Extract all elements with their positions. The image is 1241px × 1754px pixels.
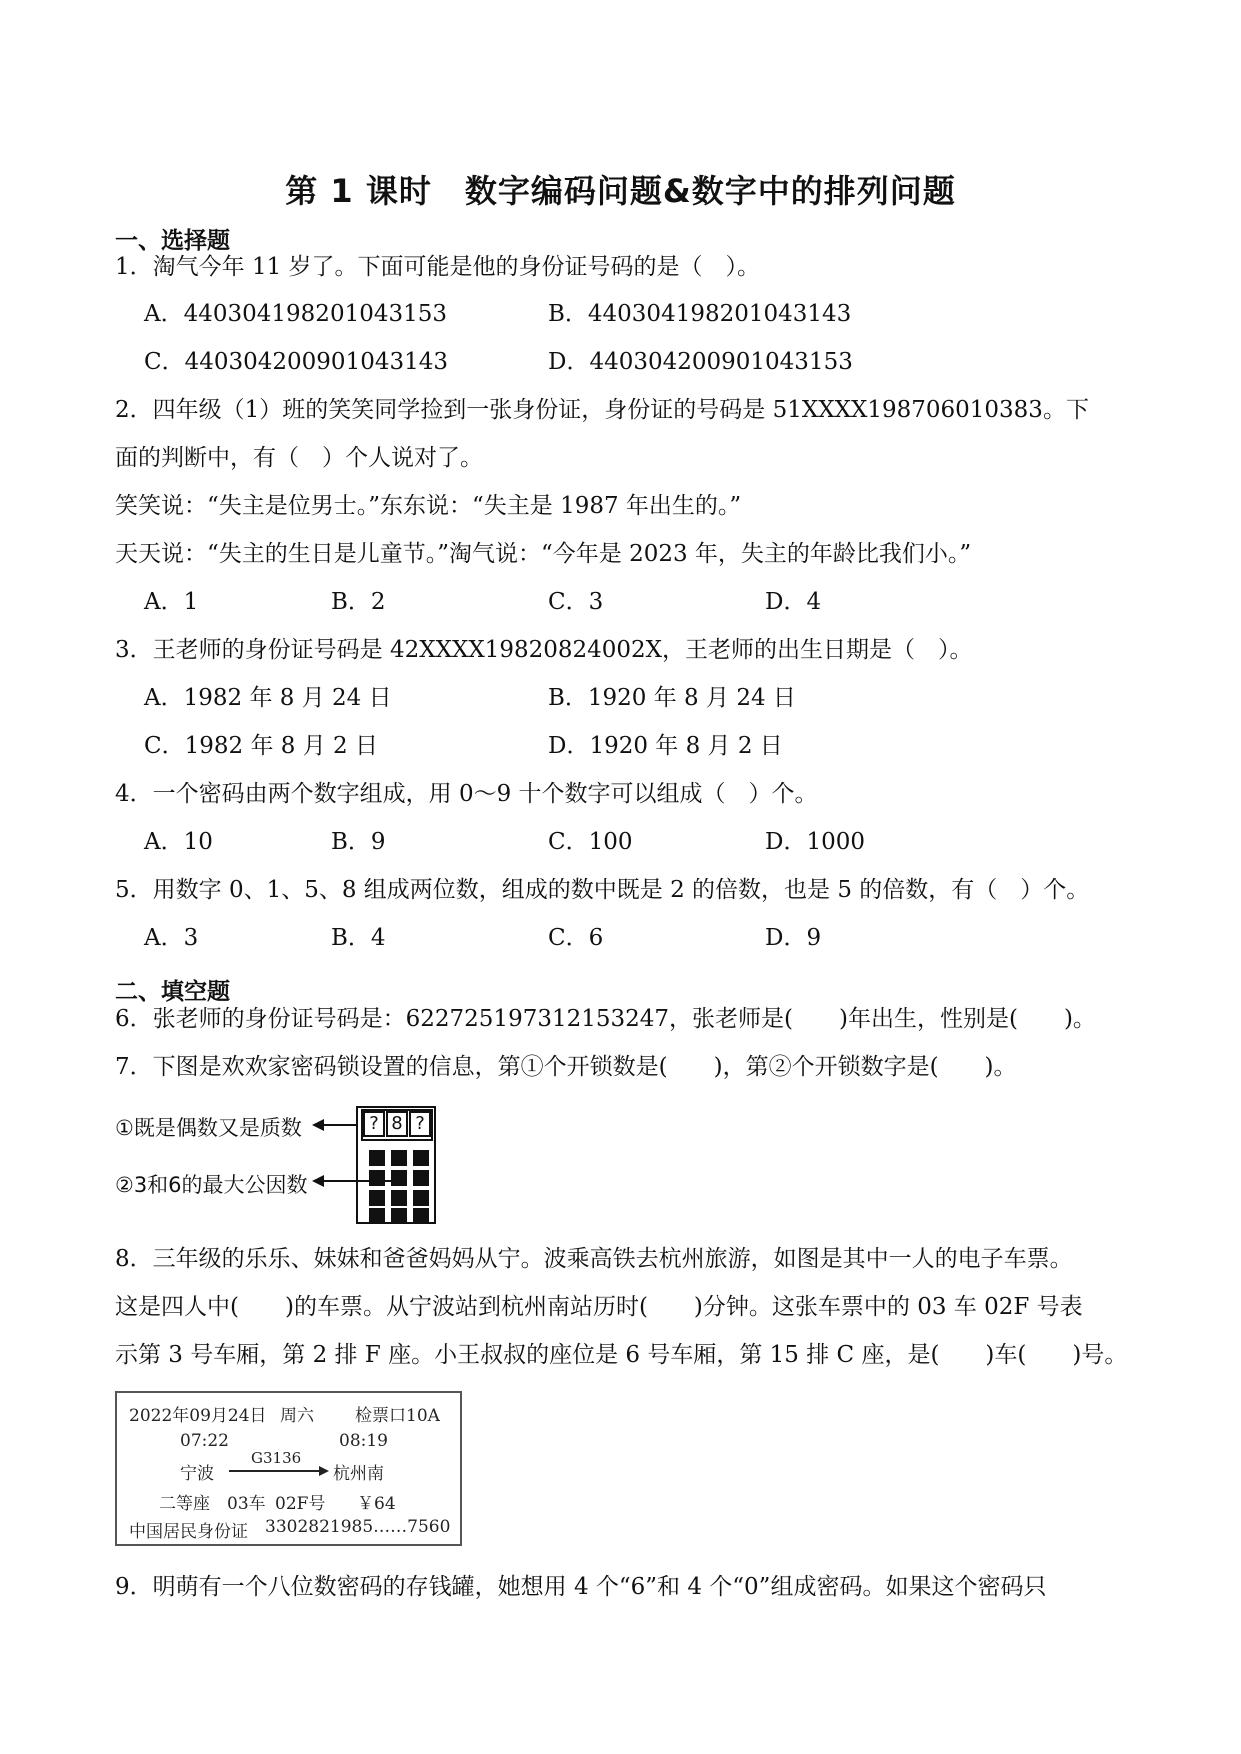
question-4-option-c: C．100 bbox=[548, 829, 633, 855]
lock-key bbox=[391, 1190, 407, 1206]
question-4-option-d: D．1000 bbox=[765, 829, 865, 855]
question-2-stem-line-4: 天天说：“失主的生日是儿童节。”淘气说：“今年是 2023 年，失主的年龄比我们小。” bbox=[115, 541, 972, 567]
question-1-stem: 1．淘气今年 11 岁了。下面可能是他的身份证号码的是（ ）。 bbox=[115, 254, 761, 280]
question-8-stem-line-2: 这是四人中( )的车票。从宁波站到杭州南站历时( )分钟。这张车票中的 03 车 02F 号表 bbox=[115, 1294, 1083, 1320]
question-3-option-b: B．1920 年 8 月 24 日 bbox=[548, 685, 796, 711]
lock-hint-2: ②3和6的最大公因数 bbox=[115, 1173, 308, 1197]
question-2-stem-line-1: 2．四年级（1）班的笑笑同学捡到一张身份证，身份证的号码是 51XXXX198706010383。下 bbox=[115, 397, 1089, 423]
question-5-option-a: A．3 bbox=[144, 925, 199, 951]
question-5-option-b: B．4 bbox=[331, 925, 386, 951]
section-heading-fill-blank: 二、填空题 bbox=[115, 979, 230, 1005]
ticket-route-arrow-line bbox=[229, 1470, 321, 1472]
question-4-stem: 4．一个密码由两个数字组成，用 0～9 十个数字可以组成（ ）个。 bbox=[115, 781, 818, 807]
ticket-from-station: 宁波 bbox=[180, 1464, 214, 1484]
question-8-stem-line-3: 示第 3 号车厢，第 2 排 F 座。小王叔叔的座位是 6 号车厢，第 15 排 C 座，是( )车( )号。 bbox=[115, 1342, 1128, 1368]
question-9-stem: 9．明萌有一个八位数密码的存钱罐，她想用 4 个“6”和 4 个“0”组成密码。如果这个密码只 bbox=[115, 1574, 1047, 1600]
lock-key bbox=[413, 1190, 429, 1206]
ticket-price: ￥64 bbox=[357, 1494, 396, 1514]
ticket-route-arrow-head bbox=[319, 1466, 329, 1476]
lock-digit-3: ? bbox=[409, 1111, 431, 1137]
question-3-option-d: D．1920 年 8 月 2 日 bbox=[548, 733, 783, 759]
lock-hint-1: ①既是偶数又是质数 bbox=[115, 1116, 302, 1140]
question-3-option-c: C．1982 年 8 月 2 日 bbox=[144, 733, 378, 759]
ticket-seat-class: 二等座 bbox=[159, 1494, 210, 1514]
lock-key bbox=[413, 1208, 429, 1224]
lock-key bbox=[413, 1170, 429, 1186]
train-ticket bbox=[115, 1391, 462, 1546]
question-5-option-c: C．6 bbox=[548, 925, 604, 951]
ticket-car: 03车 bbox=[227, 1494, 266, 1514]
ticket-seat: 02F号 bbox=[275, 1494, 326, 1514]
lock-key bbox=[391, 1150, 407, 1166]
lock-key bbox=[391, 1170, 407, 1186]
question-8-stem-line-1: 8．三年级的乐乐、妹妹和爸爸妈妈从宁。波乘高铁去杭州旅游，如图是其中一人的电子车票。 bbox=[115, 1246, 1073, 1272]
lock-key bbox=[369, 1170, 385, 1186]
lock-arrow-1-head bbox=[312, 1119, 324, 1131]
ticket-train-number: G3136 bbox=[251, 1449, 302, 1467]
ticket-id-label: 中国居民身份证 bbox=[129, 1522, 248, 1542]
lock-digit-2: 8 bbox=[386, 1111, 408, 1137]
question-7-stem: 7．下图是欢欢家密码锁设置的信息，第①个开锁数是( )，第②个开锁数字是( )。 bbox=[115, 1054, 1017, 1080]
section-heading-choice: 一、选择题 bbox=[115, 228, 230, 254]
lock-key bbox=[369, 1150, 385, 1166]
question-5-stem: 5．用数字 0、1、5、8 组成两位数，组成的数中既是 2 的倍数，也是 5 的倍数，有（ ）个。 bbox=[115, 877, 1090, 903]
question-2-stem-line-3: 笑笑说：“失主是位男士。”东东说：“失主是 1987 年出生的。” bbox=[115, 493, 742, 519]
lock-key bbox=[369, 1208, 385, 1224]
page-title: 第 1 课时 数字编码问题&数字中的排列问题 bbox=[285, 172, 956, 210]
question-6-stem: 6．张老师的身份证号码是：622725197312153247，张老师是( )年出生，性别是( )。 bbox=[115, 1006, 1096, 1032]
question-4-option-a: A．10 bbox=[144, 829, 213, 855]
question-5-option-d: D．9 bbox=[765, 925, 822, 951]
question-1-option-d: D．440304200901043153 bbox=[548, 349, 853, 375]
question-2-stem-line-2: 面的判断中，有（ ）个人说对了。 bbox=[115, 445, 483, 471]
ticket-weekday: 周六 bbox=[280, 1406, 314, 1426]
lock-key bbox=[369, 1190, 385, 1206]
question-1-option-c: C．440304200901043143 bbox=[144, 349, 448, 375]
lock-keypad bbox=[356, 1106, 436, 1224]
question-1-option-b: B．440304198201043143 bbox=[548, 301, 852, 327]
question-1-option-a: A．440304198201043153 bbox=[144, 301, 448, 327]
lock-arrow-1-line bbox=[322, 1124, 356, 1126]
lock-key bbox=[413, 1150, 429, 1166]
ticket-arrive-time: 08:19 bbox=[339, 1431, 388, 1451]
question-3-option-a: A．1982 年 8 月 24 日 bbox=[144, 685, 392, 711]
question-2-option-a: A．1 bbox=[144, 589, 199, 615]
ticket-depart-time: 07:22 bbox=[180, 1431, 229, 1451]
question-3-stem: 3．王老师的身份证号码是 42XXXX19820824002X，王老师的出生日期是（ ）。 bbox=[115, 637, 973, 663]
question-4-option-b: B．9 bbox=[331, 829, 386, 855]
ticket-date: 2022年09月24日 bbox=[129, 1406, 267, 1426]
ticket-id-number: 3302821985……7560 bbox=[265, 1517, 451, 1537]
question-2-option-d: D．4 bbox=[765, 589, 822, 615]
ticket-gate: 检票口10A bbox=[355, 1406, 440, 1426]
ticket-to-station: 杭州南 bbox=[333, 1464, 384, 1484]
lock-arrow-2-head bbox=[312, 1175, 324, 1187]
lock-key bbox=[391, 1208, 407, 1224]
question-2-option-b: B．2 bbox=[331, 589, 386, 615]
question-2-option-c: C．3 bbox=[548, 589, 604, 615]
lock-digit-1: ? bbox=[363, 1111, 385, 1137]
